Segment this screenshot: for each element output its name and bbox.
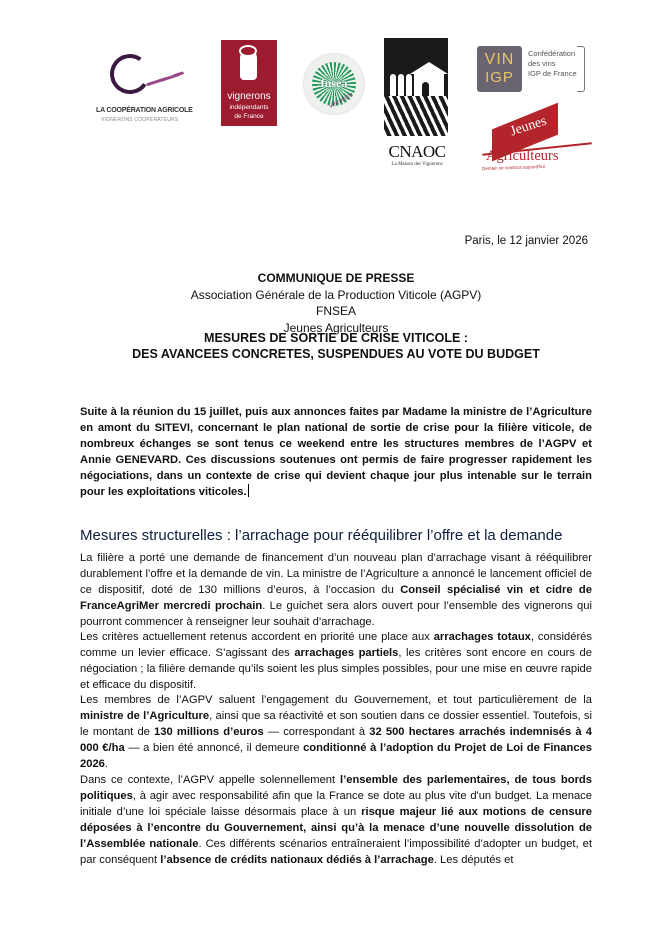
bracket-icon — [577, 46, 585, 92]
intro-paragraph[interactable]: Suite à la réunion du 15 juillet, puis aux annonces faites par Madame la ministre de l’Agriculture en amont du SITEVI, concernant le plan national de sortie de crise pour la filière viticole, de nombreux échanges se sont tenus ce weekend entre les structures membres de l’AGPV et Annie GENEVARD. Ces discussions soutenues ont permis de faire progresser rapidement les négociations, dans un contexte de crise qui devient chaque jour plus intenable sur le terrain pour les exploitations viticoles. — [80, 406, 592, 499]
c-swoosh-icon — [107, 51, 153, 97]
vignerons-independants-logo: vignerons indépendants de France — [221, 40, 277, 126]
press-release-label: COMMUNIQUE DE PRESSE — [257, 271, 415, 285]
fnsea-viticulture-logo: fnsea Viticulture — [304, 54, 368, 116]
org-agpv: Association Générale de la Production Viticole (AGPV) — [190, 287, 482, 302]
partner-logos — [0, 0, 672, 200]
paragraph-context: Dans ce contexte, l’AGPV appelle solennellement l’ensemble des parlementaires, de tous bords politiques, à agir avec responsabilité afin que la France se dote au plus vite d'un budget. La menace initiale d’une loi spéciale laisse désormais place à un risque majeur lié aux motions de censure déposées à l’encontre du Gouvernement, ainsi qu’à la menace d’une nouvelle dissolution de l’Assemblée nationale. Ces différents scénarios entraîneraient l’impossibilité d’adopter un budget, et par conséquent l’absence de crédits nationaux dédiés à l’arrachage. Les députés et — [80, 774, 592, 867]
paragraph-arrachage-plan: La filière a porté une demande de financement d’un nouveau plan d’arrachage visant à rééquilibrer durablement l’offre et la demande de vin. La ministre de l’Agriculture a annoncé le lancement officiel de ce dispositif, doté de 130 millions d’euros, à l’occasion du Conseil spécialisé vin et cidre de FranceAgriMer mercredi prochain. Le guichet sera alors ouvert pour l’ensemble des vignerons qui pourront commencer à renseigner leur souhait d’arrachage. — [80, 552, 592, 629]
vin-igp-logo: VIN IGP Confédération des vins IGP de France — [477, 46, 587, 96]
paragraph-government: Les membres de l’AGPV saluent l’engagement du Gouvernement, et tout particulièrement de la ministre de l’Agriculture, ainsi que sa réactivité et son soutien dans ce dossier essentiel. Toutefois, si le montant de 130 millions d’euros — correspondant à 32 500 hectares arrachés indemnisés à 4 000 €/ha — a bien été annoncé, il demeure conditionné à l’adoption du Projet de Loi de Finances 2026. — [80, 694, 592, 771]
vineyard-house-icon — [384, 38, 448, 136]
logo-subtext: VIGNERONS COOPÉRATEURS — [101, 117, 179, 123]
logo-text: LA COOPÉRATION AGRICOLE — [96, 107, 193, 114]
section-heading: Mesures structurelles : l’arrachage pour rééquilibrer l’offre et la demande — [80, 527, 563, 544]
paragraph-criteria: Les critères actuellement retenus accordent en priorité une place aux arrachages totaux, considérés comme un levier efficace. S’agissant des arrachages partiels, les critères sont encore en cours de négociation ; la filière demande qu’ils soient les plus simples possibles, pour une mise en œuvre rapide et efficace du dispositif. — [80, 631, 592, 692]
document-date: Paris, le 12 janvier 2026 — [464, 235, 588, 247]
jeunes-agriculteurs-logo: Jeunes Agriculteurs Demain se construit aujourd'hui — [480, 110, 600, 172]
org-ja: Jeunes Agriculteurs — [283, 320, 389, 335]
cooperation-agricole-logo — [96, 50, 206, 125]
cnaoc-logo: CNAOC La Maison des Vignerons — [384, 38, 450, 170]
text-cursor — [248, 484, 249, 497]
barrel-icon — [239, 45, 257, 57]
press-release-header — [0, 270, 672, 336]
org-fnsea: FNSEA — [315, 304, 356, 318]
document-title: MESURES DE SORTIE DE CRISE VITICOLE : DES AVANCEES CONCRETES, SUSPENDUES AU VOTE DU BUDGET — [132, 331, 540, 361]
